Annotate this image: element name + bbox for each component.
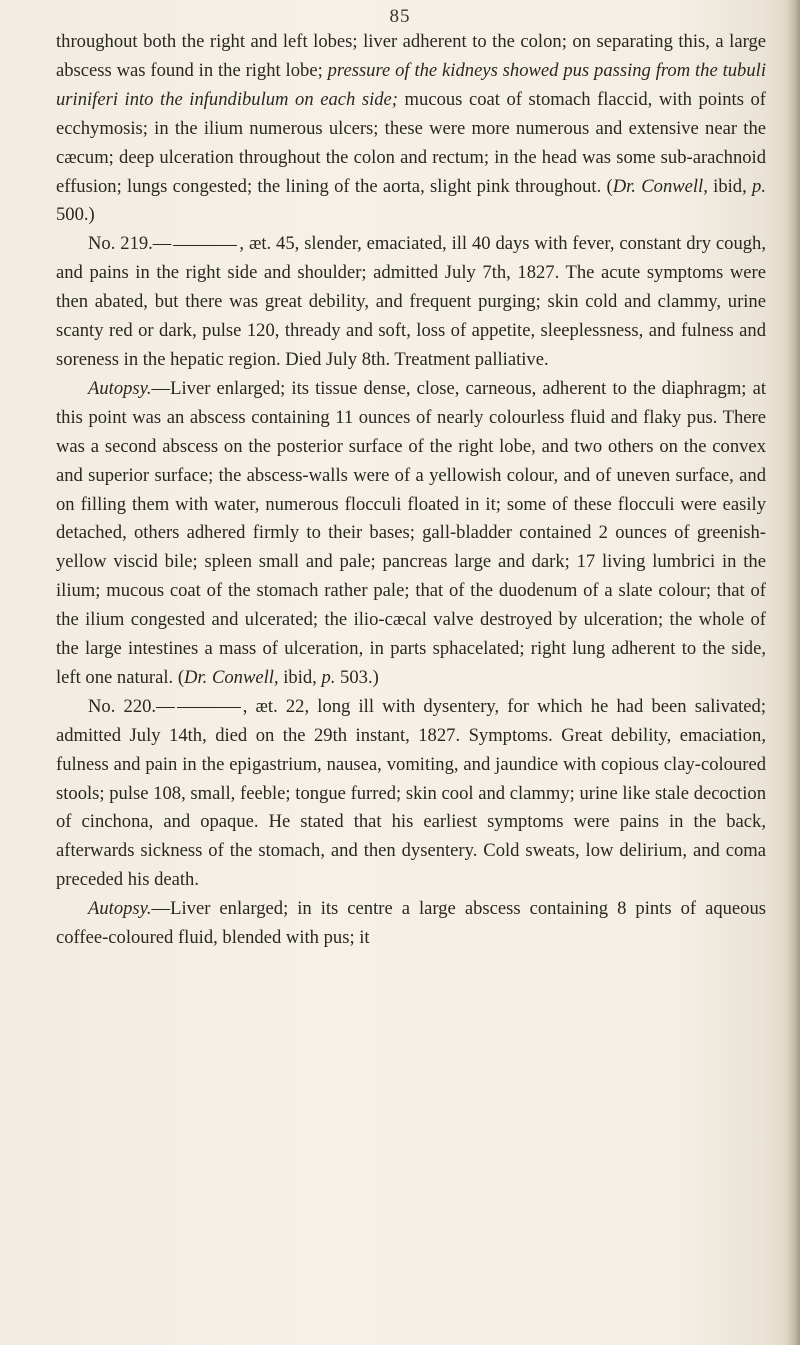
name-omitted-dash xyxy=(177,707,241,708)
text-segment: 503.) xyxy=(335,666,379,688)
text-segment: throughout both the right and left lobes; liver adherent to the colon; on separating this, a large abscess was found in the right lobe; xyxy=(56,31,766,81)
text-segment: , æt. 22, long ill with dysentery, for which he had been salivated; admitted July 14th, died on the 29th instant, 1827. Symptoms. Great debility, emaciation, fulness and pain in the epigastrium, nausea, vomiting, and jaundice with copious clay-coloured stools; pulse 108, small, feeble; tongue furred; skin cool and clammy; urine like stale decoction of cinchona, and opaque. He stated that his earliest symptoms were pains in the back, afterwards sickness of the stomach, and then dysentery. Cold sweats, low delirium, and coma preceded his death. xyxy=(56,695,766,891)
italic-text: pressure of the kidneys showed pus passing from the tubuli uriniferi into the infundibulum on each side; xyxy=(56,59,766,110)
text-segment: No. 219.— xyxy=(88,233,172,255)
body-text xyxy=(56,28,766,953)
text-segment: mucous coat of stomach flaccid, with points of ecchymosis; in the ilium numerous ulcers; these were more numerous and extensive near the cæcum; deep ulceration throughout the colon and rectum; in the head was some sub-arachnoid effusion; lungs congested; the lining of the aorta, slight pink throughout. ( xyxy=(56,88,766,197)
text-segment: 500.) xyxy=(56,204,95,226)
page-number: 85 xyxy=(389,6,411,27)
text-segment: ibid, xyxy=(278,666,322,688)
italic-text: p. xyxy=(752,175,766,197)
text-segment: No. 220.— xyxy=(88,695,175,717)
text-segment: —Liver enlarged; its tissue dense, close, carneous, adherent to the diaphragm; at this point was an abscess containing 11 ounces of nearly colourless fluid and flaky pus. There was a second abscess on the posterior surface of the right lobe, and two others on the convex and superior surface; the abscess-walls were of a yellowish colour, and of uneven surface, and on filling them with water, numerous flocculi floated in it; some of these flocculi were easily detached, others adhered firmly to their bases; gall-bladder contained 2 ounces of greenish-yellow viscid bile; spleen small and pale; pancreas large and dark; 17 living lumbrici in the ilium; mucous coat of the stomach rather pale; that of the duodenum of a slate colour; that of the ilium congested and ulcerated; the ilio-cæcal valve destroyed by ulceration; the whole of the large intestines a mass of ulceration, in parts sphacelated; right lung adherent to the side, left one natural. ( xyxy=(56,377,766,688)
text-segment: , æt. 45, slender, emaciated, ill 40 days with fever, constant dry cough, and pains in the right side and shoulder; admitted July 7th, 1827. The acute symptoms were then abated, but there was great debility, and frequent purging; skin cold and clammy, urine scanty red or dark, pulse 120, thready and soft, loss of appetite, sleeplessness, and fulness and soreness in the hepatic region. Died July 8th. Treatment palliative. xyxy=(56,233,766,370)
italic-text: Autopsy. xyxy=(88,898,152,920)
page-edge-shadow xyxy=(786,0,800,1345)
paragraph-p4 xyxy=(56,693,766,895)
text-segment: —Liver enlarged; in its centre a large abscess containing 8 pints of aqueous coffee-coloured fluid, blended with pus; it xyxy=(56,898,766,949)
italic-text: Dr. Conwell, xyxy=(184,666,279,688)
paragraph-p1 xyxy=(56,28,766,230)
paragraph-p5 xyxy=(56,895,766,953)
paragraph-p2 xyxy=(56,230,766,375)
paragraph-p3 xyxy=(56,375,766,693)
name-omitted-dash xyxy=(173,245,237,246)
italic-text: p. xyxy=(321,666,336,688)
text-segment: ibid, xyxy=(707,175,753,197)
italic-text: Autopsy. xyxy=(88,377,152,399)
italic-text: Dr. Conwell, xyxy=(612,175,708,197)
